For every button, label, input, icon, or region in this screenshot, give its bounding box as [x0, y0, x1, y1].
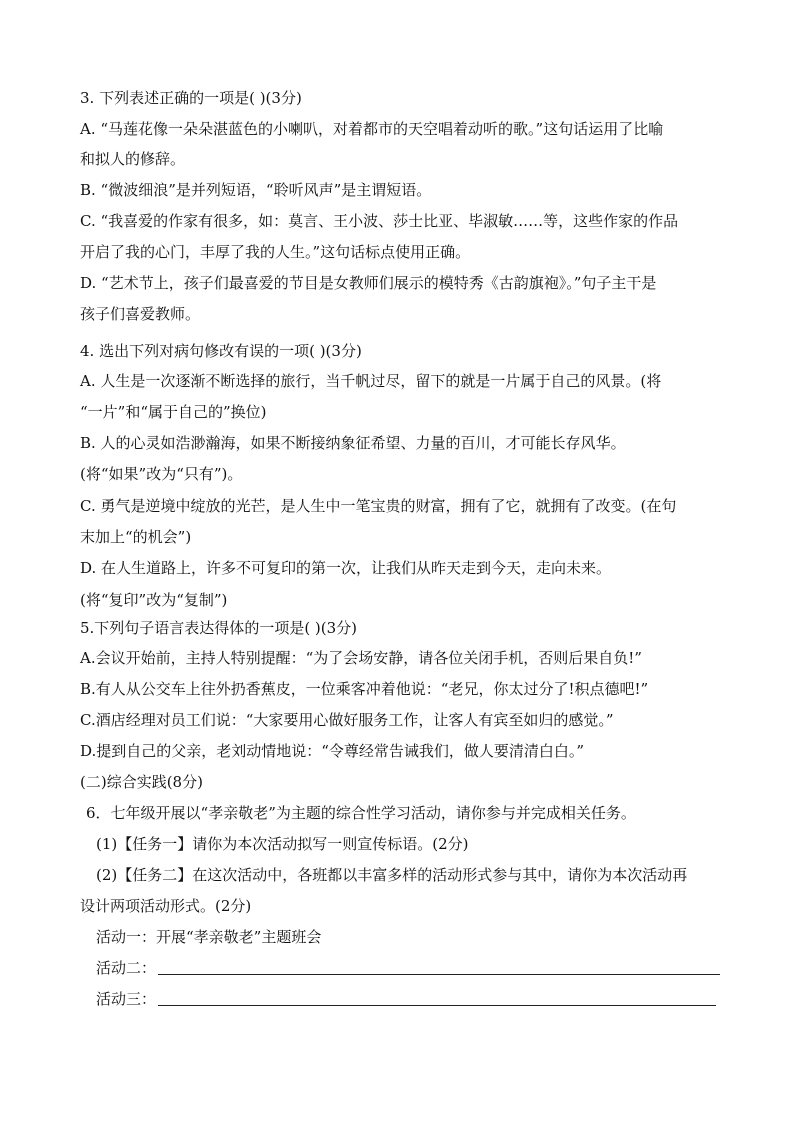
q5-option-a: A.会议开始前，主持人特别提醒：“为了会场安静，请各位关闭手机，否则后果自负!” [80, 649, 642, 667]
q4-option-a-line1: A. 人生是一次逐渐不断选择的旅行，当千帆过尽，留下的就是一片属于自己的风景。(将 [80, 372, 662, 390]
q4-option-c-line1: C. 勇气是逆境中绽放的光芒，是人生中一笔宝贵的财富，拥有了它，就拥有了改变。(在句 [80, 497, 677, 515]
q3-option-d-line1: D. “艺术节上，孩子们最喜爱的节目是女教师们展示的模特秀《古韵旗袍》。”句子主干是 [80, 274, 657, 292]
q5-option-d: D.提到自己的父亲，老刘动情地说：“令尊经常告诫我们，做人要清清白白。” [80, 742, 585, 760]
q5-stem: 5.下列句子语言表达得体的一项是( )(3分) [80, 619, 358, 637]
q6-activity2-label: 活动二： [96, 959, 157, 977]
q3-option-d-line2: 孩子们喜爱教师。 [80, 305, 201, 323]
q6-task2-line1: (2)【任务二】在这次活动中，各班都以丰富多样的活动形式参与其中，请你为本次活动再 [96, 866, 688, 884]
q6-task1: (1)【任务一】请你为本次活动拟写一则宣传标语。(2分) [96, 835, 469, 853]
q4-option-a-line2: “一片”和“属于自己的”换位) [80, 403, 267, 421]
q3-stem: 3. 下列表述正确的一项是( )(3分) [80, 89, 302, 107]
q5-option-b: B.有人从公交车上往外扔香蕉皮，一位乘客冲着他说：“老兄，你太过分了!积点德吧!” [80, 680, 649, 698]
q6-activity3-label: 活动三： [96, 990, 157, 1008]
q4-option-d-line2: (将“复印”改为“复制”) [80, 591, 228, 609]
section-title: (二)综合实践(8分) [80, 773, 203, 791]
q6-task2-line2: 设计两项活动形式。(2分) [80, 897, 252, 915]
q3-option-a-line2: 和拟人的修辞。 [80, 150, 186, 168]
q6-activity2-answer-line[interactable] [158, 974, 720, 975]
q4-option-d-line1: D. 在人生道路上，许多不可复印的第一次，让我们从昨天走到今天，走向未来。 [80, 559, 612, 577]
q6-activity3-row [96, 988, 716, 1010]
q3-option-b: B. “微波细浪”是并列短语，“聆听风声”是主谓短语。 [80, 181, 432, 199]
q5-option-c: C.酒店经理对员工们说：“大家要用心做好服务工作，让客人有宾至如归的感觉。” [80, 711, 614, 729]
q4-stem: 4. 选出下列对病句修改有误的一项( )(3分) [80, 342, 362, 360]
q6-stem: 6．七年级开展以“孝亲敬老”为主题的综合性学习活动，请你参与并完成相关任务。 [86, 804, 636, 822]
q6-activity1: 活动一：开展“孝亲敬老”主题班会 [96, 928, 322, 946]
q4-option-b-line2: (将“如果”改为“只有”)。 [80, 465, 243, 483]
q3-option-c-line2: 开启了我的心门，丰厚了我的人生。”这句话标点使用正确。 [80, 243, 471, 261]
q3-option-a-line1: A. “马莲花像一朵朵湛蓝色的小喇叭，对着都市的天空唱着动听的歌。”这句话运用了比喻 [80, 120, 664, 138]
q3-option-c-line1: C. “我喜爱的作家有很多，如：莫言、王小波、莎士比亚、毕淑敏……等，这些作家的作品 [80, 212, 679, 230]
q6-activity3-answer-line[interactable] [158, 1005, 716, 1006]
q4-option-c-line2: 末加上“的机会”) [80, 528, 192, 546]
q6-activity2-row [96, 957, 720, 979]
q4-option-b-line1: B. 人的心灵如浩渺瀚海，如果不断接纳象征希望、力量的百川，才可能长存风华。 [80, 434, 626, 452]
